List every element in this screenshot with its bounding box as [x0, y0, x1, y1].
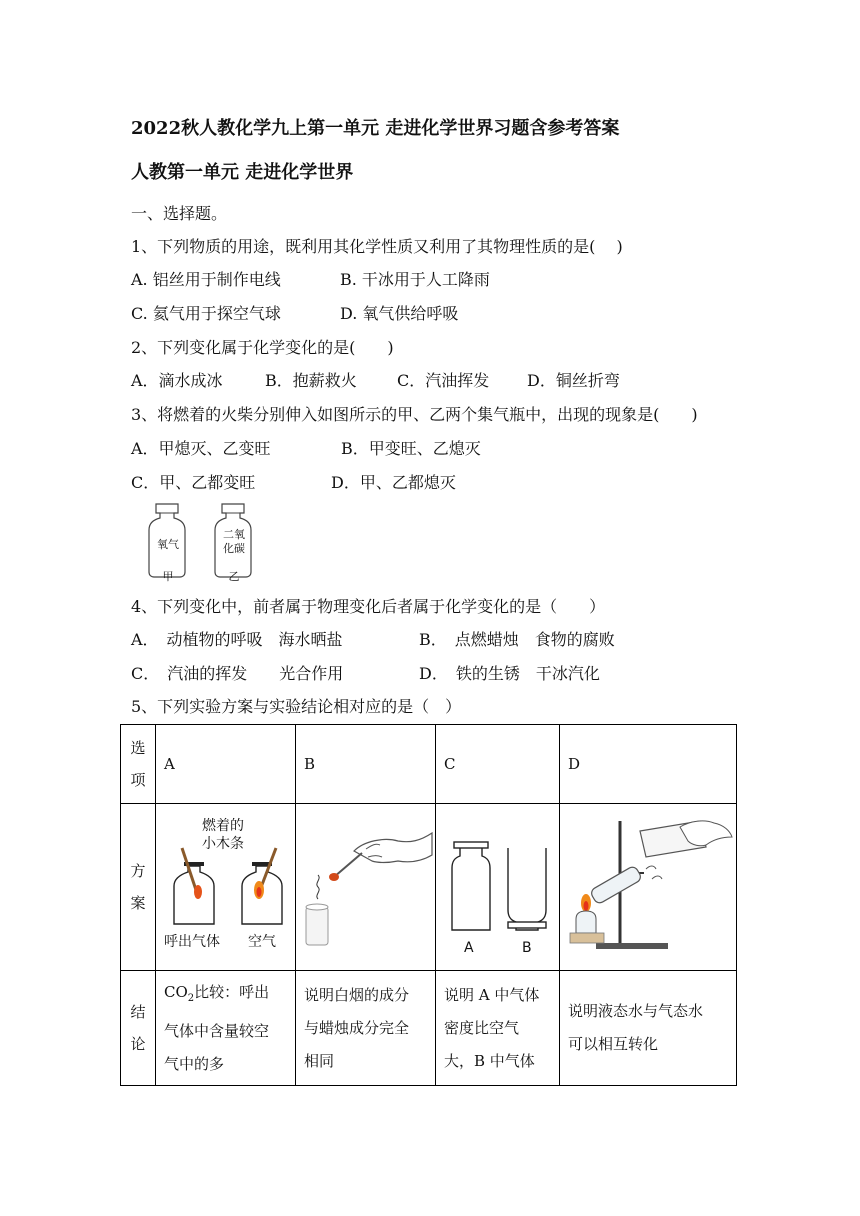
conclusion-label-line1: 结	[130, 1003, 146, 1021]
plan-c-left-label: A	[464, 940, 474, 956]
q2-option-d: D．铜丝折弯	[527, 371, 620, 390]
q3-option-d: D．甲、乙都熄灭	[331, 473, 456, 492]
bottle-1-content-label: 氧气	[157, 538, 179, 551]
conclusion-c-line1: 说明 A 中气体	[444, 985, 540, 1004]
q3-option-a: A．甲熄灭、乙变旺	[131, 439, 271, 458]
conclusion-a-subscript: 2	[187, 992, 195, 1004]
conclusion-a-line3: 气中的多	[164, 1054, 225, 1073]
bottle-2-content-line1: 二氧	[223, 528, 245, 541]
conclusion-b-line1: 说明白烟的成分	[304, 985, 410, 1004]
conclusion-a-line1-rest: 比较：呼出	[194, 982, 270, 1001]
conclusion-b-cell	[296, 971, 436, 1086]
q1-option-d: D. 氧气供给呼吸	[340, 304, 459, 323]
plan-a-right-label: 空气	[248, 934, 276, 950]
header-col-c: C	[436, 725, 560, 804]
conclusion-label-cell	[121, 971, 156, 1086]
conclusion-c-line2: 密度比空气	[444, 1018, 520, 1037]
plan-d-drawing	[560, 807, 737, 957]
section-heading: 一、选择题。	[131, 204, 228, 223]
question-4-stem: 4、下列变化中，前者属于物理变化后者属于化学变化的是（ ）	[131, 597, 606, 616]
header-col-a: A	[156, 725, 296, 804]
document-subtitle: 人教第一单元 走进化学世界	[131, 162, 354, 183]
plan-a-left-label: 呼出气体	[164, 934, 220, 950]
plan-label-line2: 案	[130, 894, 146, 912]
q2-option-c: C．汽油挥发	[397, 371, 490, 390]
conclusion-a-line1	[164, 976, 287, 1015]
plan-b-drawing	[296, 807, 436, 957]
plan-d-cell	[560, 804, 737, 971]
conclusion-a-cell	[156, 971, 296, 1086]
q1-option-c: C. 氦气用于探空气球	[131, 304, 281, 323]
conclusion-label-line2: 论	[130, 1035, 146, 1053]
plan-a-figure	[156, 812, 295, 962]
plan-a-cell	[156, 804, 296, 971]
q4-option-c: C． 汽油的挥发 光合作用	[131, 664, 344, 683]
question-3-stem: 3、将燃着的火柴分别伸入如图所示的甲、乙两个集气瓶中，出现的现象是( )	[131, 405, 698, 424]
header-col-d: D	[560, 725, 737, 804]
header-col-b: B	[296, 725, 436, 804]
conclusion-c-cell	[436, 971, 560, 1086]
table-header-row	[121, 725, 737, 804]
gas-bottles-figure	[140, 502, 280, 586]
bottle-1-name-label: 甲	[162, 570, 174, 583]
q2-option-a: A．滴水成冰	[131, 371, 223, 390]
plan-label-line1: 方	[130, 862, 146, 880]
conclusion-d-cell	[560, 971, 737, 1086]
conclusion-d-line2: 可以相互转化	[568, 1035, 659, 1053]
table-plan-row	[121, 804, 737, 971]
plan-c-figure	[436, 812, 559, 962]
plan-b-cell	[296, 804, 436, 971]
plan-a-caption-line1: 燃着的	[202, 818, 244, 834]
header-label-line2: 项	[130, 771, 146, 789]
question-5-stem: 5、下列实验方案与实验结论相对应的是（ ）	[131, 697, 462, 716]
table-conclusion-row	[121, 971, 737, 1086]
document-title: 2022秋人教化学九上第一单元 走进化学世界习题含参考答案	[131, 118, 620, 139]
question-1-stem: 1、下列物质的用途，既利用其化学性质又利用了其物理性质的是( )	[131, 237, 623, 256]
q2-option-b: B．抱薪救火	[265, 371, 357, 390]
q1-option-a: A. 铝丝用于制作电线	[131, 270, 281, 289]
header-label-cell	[121, 725, 156, 804]
q3-option-c: C．甲、乙都变旺	[131, 473, 256, 492]
plan-c-drawing	[436, 812, 560, 962]
header-label-line1: 选	[130, 739, 146, 757]
q4-option-b: B． 点燃蜡烛 食物的腐败	[419, 630, 615, 649]
conclusion-a-co: CO	[164, 982, 188, 1001]
conclusion-a-line2: 气体中含量较空	[164, 1021, 270, 1040]
q4-option-d: D． 铁的生锈 干冰汽化	[419, 664, 600, 683]
question-2-stem: 2、下列变化属于化学变化的是( )	[131, 338, 394, 357]
plan-label-cell	[121, 804, 156, 971]
q1-option-b: B. 干冰用于人工降雨	[340, 270, 490, 289]
conclusion-b-line2: 与蜡烛成分完全	[304, 1018, 410, 1037]
conclusion-c-line3: 大，B 中气体	[444, 1051, 535, 1070]
plan-a-caption-line2: 小木条	[202, 836, 244, 852]
plan-c-cell	[436, 804, 560, 971]
bottle-2-content-line2: 化碳	[223, 542, 245, 555]
conclusion-b-line3: 相同	[304, 1051, 335, 1070]
conclusion-d-line1: 说明液态水与气态水	[568, 1002, 704, 1020]
experiment-table	[120, 724, 737, 1086]
q4-option-a: A． 动植物的呼吸 海水晒盐	[131, 630, 343, 649]
plan-c-right-label: B	[522, 940, 532, 956]
q3-option-b: B．甲变旺、乙熄灭	[341, 439, 481, 458]
bottle-2-name-label: 乙	[228, 570, 240, 583]
